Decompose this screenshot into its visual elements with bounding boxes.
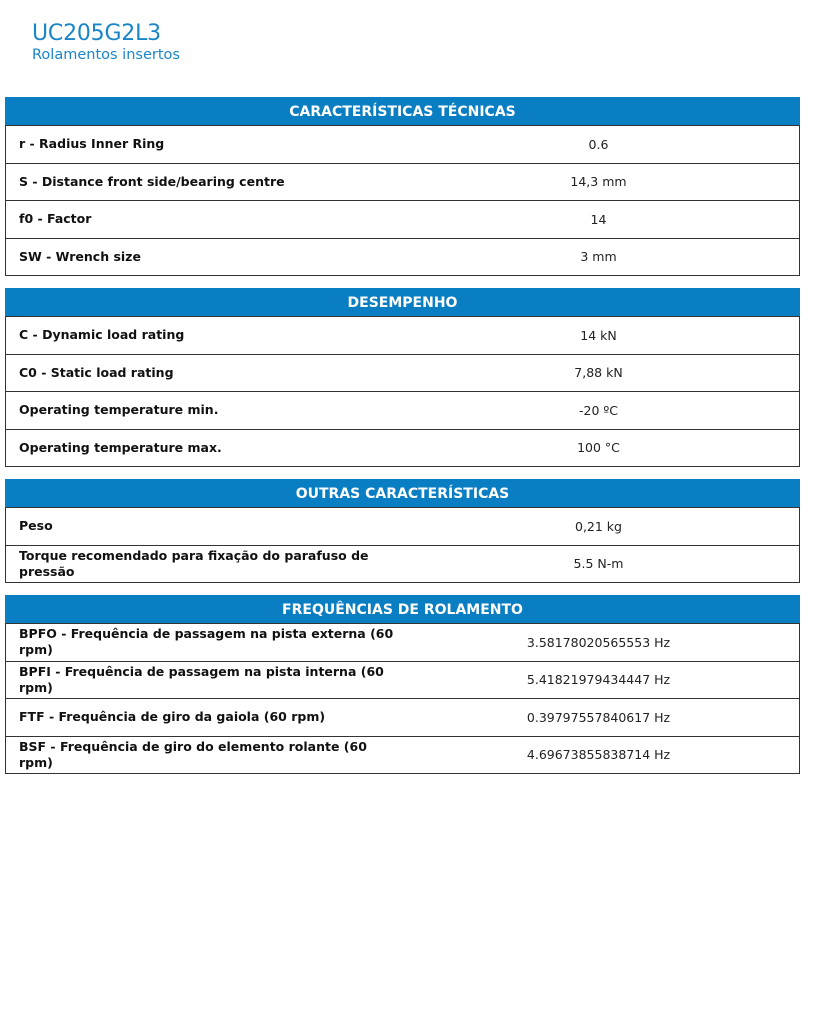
table-row [6, 391, 799, 429]
page-header [32, 22, 180, 64]
row-label: S - Distance front side/bearing centre [19, 173, 285, 189]
row-label: FTF - Frequência de giro da gaiola (60 rpm) [19, 709, 326, 725]
row-label: Peso [19, 518, 53, 534]
row-value: 14 kN [580, 327, 617, 343]
row-value: 5.41821979434447 Hz [526, 672, 671, 688]
section-other-characteristics [5, 479, 800, 583]
spec-table [5, 623, 800, 774]
section-performance [5, 288, 800, 467]
row-value: 0.39797557840617 Hz [526, 709, 671, 725]
row-label: BPFI - Frequência de passagem na pista interna (60 rpm) [19, 663, 384, 695]
spec-table [5, 125, 800, 276]
product-category: Rolamentos insertos [32, 47, 180, 63]
row-value: 3.58178020565553 Hz [526, 634, 671, 650]
section-heading: CARACTERÍSTICAS TÉCNICAS [5, 97, 800, 125]
table-row [6, 354, 799, 392]
table-row [6, 125, 799, 163]
row-value: 0,21 kg [575, 518, 622, 534]
row-value: 4.69673855838714 Hz [526, 747, 671, 763]
table-row [6, 200, 799, 238]
table-row [6, 623, 799, 661]
row-label: Operating temperature max. [19, 439, 222, 455]
table-row [6, 429, 799, 467]
row-value: 100 °C [577, 440, 620, 456]
table-row [6, 163, 799, 201]
section-bearing-frequencies [5, 595, 800, 774]
row-label: C0 - Static load rating [19, 364, 174, 380]
table-row [6, 316, 799, 354]
row-label: BPFO - Frequência de passagem na pista externa (60 rpm) [19, 626, 394, 658]
spec-table [5, 316, 800, 467]
section-technical-characteristics [5, 97, 800, 276]
row-value: -20 ºC [578, 402, 618, 418]
section-heading: DESEMPENHO [5, 288, 800, 316]
row-label: f0 - Factor [19, 211, 92, 227]
row-value: 0.6 [588, 136, 609, 152]
table-row [6, 545, 799, 583]
row-label: Torque recomendado para fixação do parafuso de pressão [19, 547, 369, 579]
table-row [6, 698, 799, 736]
row-value: 14,3 mm [570, 174, 627, 190]
table-row [6, 661, 799, 699]
section-heading: OUTRAS CARACTERÍSTICAS [5, 479, 800, 507]
product-title: UC205G2L3 [32, 21, 161, 46]
row-label: Operating temperature min. [19, 402, 219, 418]
row-value: 14 [590, 211, 607, 227]
row-value: 5.5 N-m [573, 556, 624, 572]
table-row [6, 238, 799, 276]
row-value: 3 mm [580, 249, 617, 265]
row-value: 7,88 kN [574, 365, 623, 381]
row-label: r - Radius Inner Ring [19, 136, 165, 152]
row-label: SW - Wrench size [19, 248, 141, 264]
section-heading: FREQUÊNCIAS DE ROLAMENTO [5, 595, 800, 623]
table-row [6, 507, 799, 545]
spec-table [5, 507, 800, 583]
row-label: C - Dynamic load rating [19, 327, 185, 343]
row-label: BSF - Frequência de giro do elemento rolante (60 rpm) [19, 738, 367, 770]
table-row [6, 736, 799, 774]
